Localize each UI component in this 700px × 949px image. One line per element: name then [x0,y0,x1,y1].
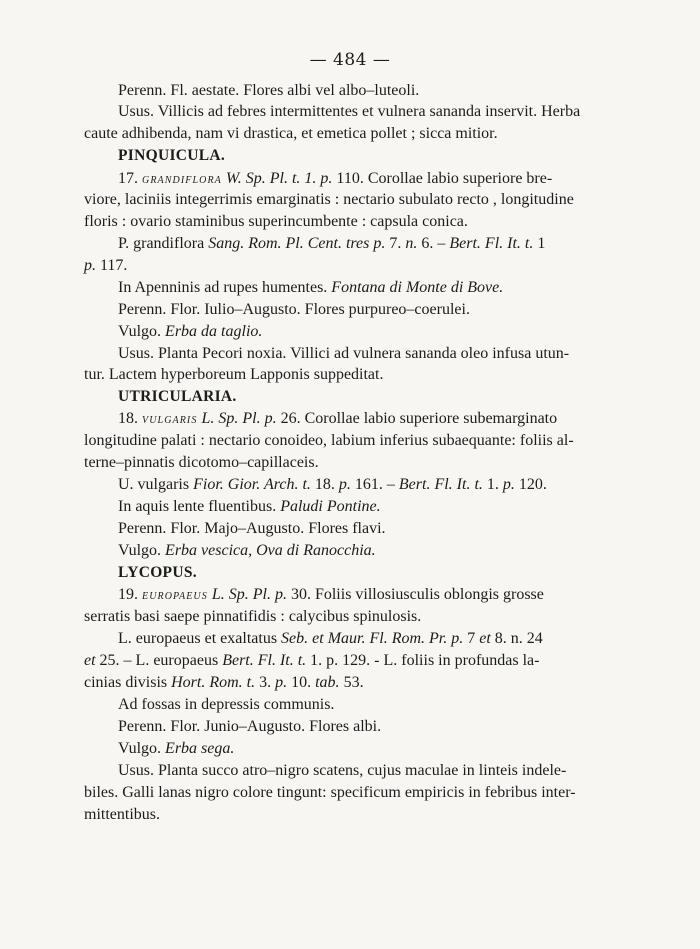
text-line: cinias divisis Hort. Rom. t. 3. p. 10. tab. 53. [84,674,364,691]
text-line: tur. Lactem hyperboreum Lapponis suppeditat. [84,366,384,383]
text-line: serratis basi saepe pinnatifidis : calycibus spinulosis. [84,608,422,625]
page-number: — 484 — [309,50,391,70]
text-line: Vulgo. Erba sega. [118,740,235,757]
text-line: terne–pinnatis dicotomo–capillaceis. [84,454,319,471]
text-line: Usus. Villicis ad febres intermittentes et vulnera sananda inservit. Herba [118,103,581,120]
genus-heading: LYCOPUS. [118,564,197,581]
species-name: EUROPAEUS [142,591,208,602]
text-line: Ad fossas in depressis communis. [118,696,335,713]
text-line: floris : ovario staminibus superincumbente : capsula conica. [84,213,468,230]
genus-heading: UTRICULARIA. [118,388,237,405]
text-line: mittentibus. [84,806,160,823]
text-line: Vulgo. Erba vescica, Ova di Ranocchia. [118,542,376,559]
text-line: Vulgo. Erba da taglio. [118,323,263,340]
species-name: VULGARIS [142,415,198,426]
text-line: Perenn. Flor. Junio–Augusto. Flores albi. [118,718,382,735]
text-line: Usus. Planta Pecori noxia. Villici ad vulnera sananda oleo infusa utun- [118,345,570,362]
text-line: p. 117. [84,257,128,274]
text-line: et 25. – L. europaeus Bert. Fl. It. t. 1. p. 129. - L. foliis in profundas la- [84,652,540,669]
text-line: P. grandiflora Sang. Rom. Pl. Cent. tres p. 7. n. 6. – Bert. Fl. It. t. 1 [118,235,546,252]
text-line: Perenn. Flor. Majo–Augusto. Flores flavi. [118,520,386,537]
text-line: 18. VULGARIS L. Sp. Pl. p. 26. Corollae labio superiore subemarginato [118,410,558,427]
text-line: L. europaeus et exaltatus Seb. et Maur. Fl. Rom. Pr. p. 7 et 8. n. 24 [118,630,543,647]
text-line: 17. GRANDIFLORA W. Sp. Pl. t. 1. p. 110. Corollae labio superiore bre- [118,170,553,187]
text-line: In Apenninis ad rupes humentes. Fontana di Monte di Bove. [118,279,504,296]
text-line: 19. EUROPAEUS L. Sp. Pl. p. 30. Foliis villosiusculis oblongis grosse [118,586,544,603]
text-line: viore, laciniis integerrimis emarginatis : nectario subulato recto , longitudine [84,191,574,208]
text-line: biles. Galli lanas nigro colore tingunt: specificum empiricis in febribus inter- [84,784,576,801]
text-line: Usus. Planta succo atro–nigro scatens, cujus maculae in linteis indele- [118,762,567,779]
text-line: longitudine palati : nectario conoideo, labium inferius subaequante: foliis al- [84,432,574,449]
text-line: Perenn. Fl. aestate. Flores albi vel albo–luteoli. [118,82,420,99]
text-line: In aquis lente fluentibus. Paludi Pontine. [118,498,381,515]
text-line: Perenn. Flor. Iulio–Augusto. Flores purpureo–coerulei. [118,301,470,318]
text-line: caute adhibenda, nam vi drastica, et emetica pollet ; sicca mitior. [84,125,498,142]
genus-heading: PINQUICULA. [118,147,226,164]
text-line: U. vulgaris Fior. Gior. Arch. t. 18. p. 161. – Bert. Fl. It. t. 1. p. 120. [118,476,547,493]
species-name: GRANDIFLORA [142,175,222,186]
